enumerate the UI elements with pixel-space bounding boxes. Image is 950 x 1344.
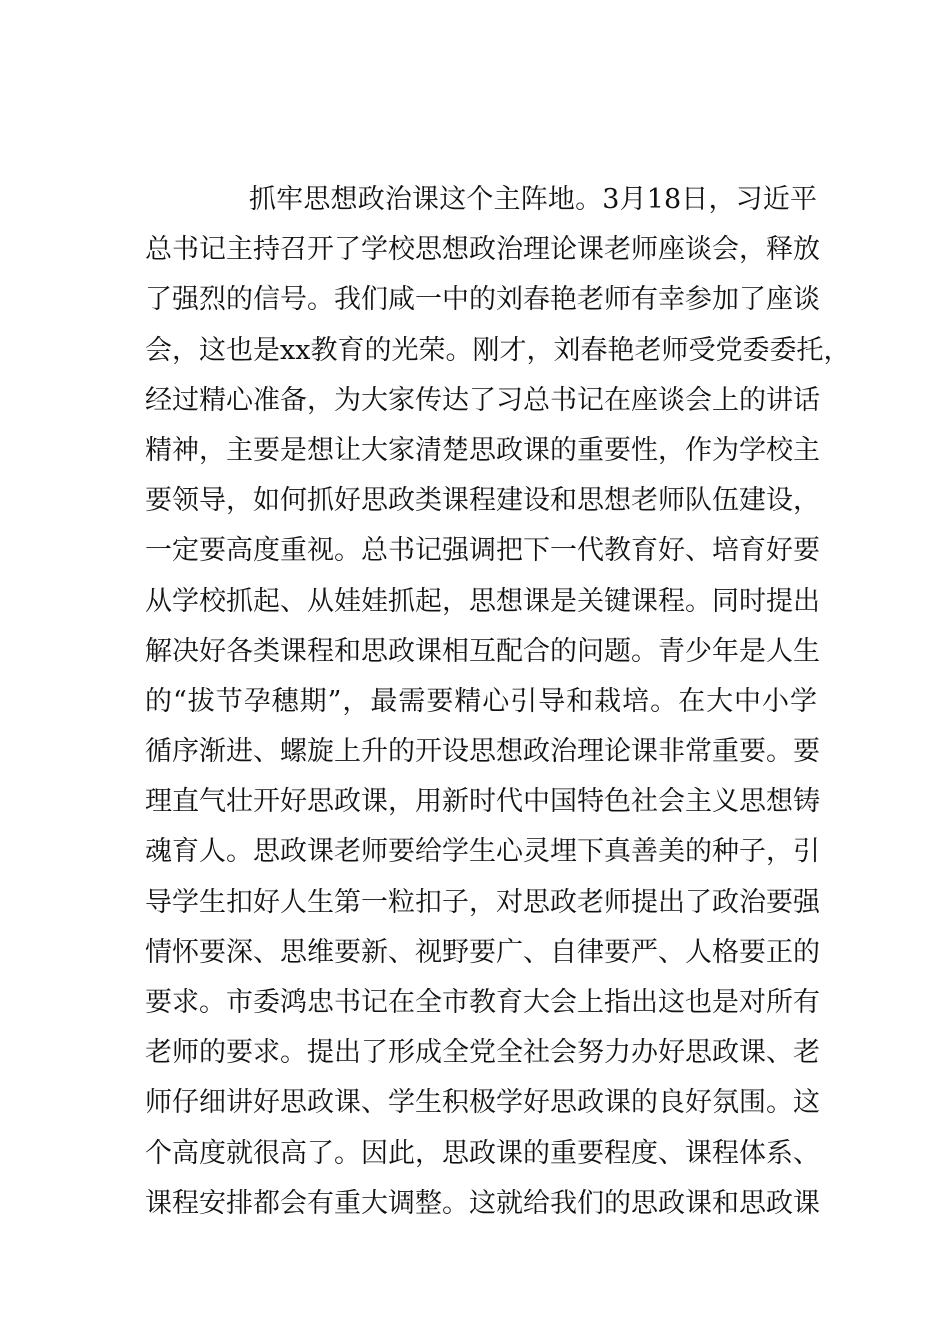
text-line: 循序渐进、螺旋上升的开设思想政治理论课非常重要。要	[145, 736, 820, 768]
text-line: 了强烈的信号。我们咸一中的刘春艳老师有幸参加了座谈	[145, 284, 820, 316]
body-paragraph	[145, 175, 851, 1229]
text-line: 老师的要求。提出了形成全党全社会努力办好思政课、老	[145, 1037, 820, 1069]
text-line: 的“拔节孕穗期”，最需要精心引导和栽培。在大中小学	[145, 685, 817, 717]
text-line: 会，这也是xx教育的光荣。刚才，刘春艳老师受党委委托，	[145, 334, 851, 366]
text-line: 师仔细讲好思政课、学生积极学好思政课的良好氛围。这	[145, 1087, 820, 1119]
text-line: 经过精心准备，为大家传达了习总书记在座谈会上的讲话	[145, 384, 820, 416]
text-line: 课程安排都会有重大调整。这就给我们的思政课和思政课	[145, 1187, 820, 1219]
text-line: 一定要高度重视。总书记强调把下一代教育好、培育好要	[145, 535, 820, 567]
text-line: 要领导，如何抓好思政类课程建设和思想老师队伍建设，	[145, 485, 820, 517]
text-line: 精神，主要是想让大家清楚思政课的重要性，作为学校主	[145, 434, 820, 466]
text-line: 导学生扣好人生第一粒扣子，对思政老师提出了政治要强	[145, 886, 820, 918]
text-line: 理直气壮开好思政课，用新时代中国特色社会主义思想铸	[145, 786, 820, 818]
text-line: 解决好各类课程和思政课相互配合的问题。青少年是人生	[145, 635, 820, 667]
text-line: 情怀要深、思维要新、视野要广、自律要严、人格要正的	[145, 936, 820, 968]
text-line: 要求。市委鸿忠书记在全市教育大会上指出这也是对所有	[145, 987, 820, 1018]
text-line: 个高度就很高了。因此，思政课的重要程度、课程体系、	[145, 1137, 820, 1169]
text-line: 抓牢思想政治课这个主阵地。3月18日，习近平	[249, 184, 817, 215]
text-line: 从学校抓起、从娃娃抓起，思想课是关键课程。同时提出	[145, 585, 820, 617]
text-line: 总书记主持召开了学校思想政治理论课老师座谈会，释放	[145, 234, 820, 266]
text-line: 魂育人。思政课老师要给学生心灵埋下真善美的种子，引	[145, 836, 820, 868]
